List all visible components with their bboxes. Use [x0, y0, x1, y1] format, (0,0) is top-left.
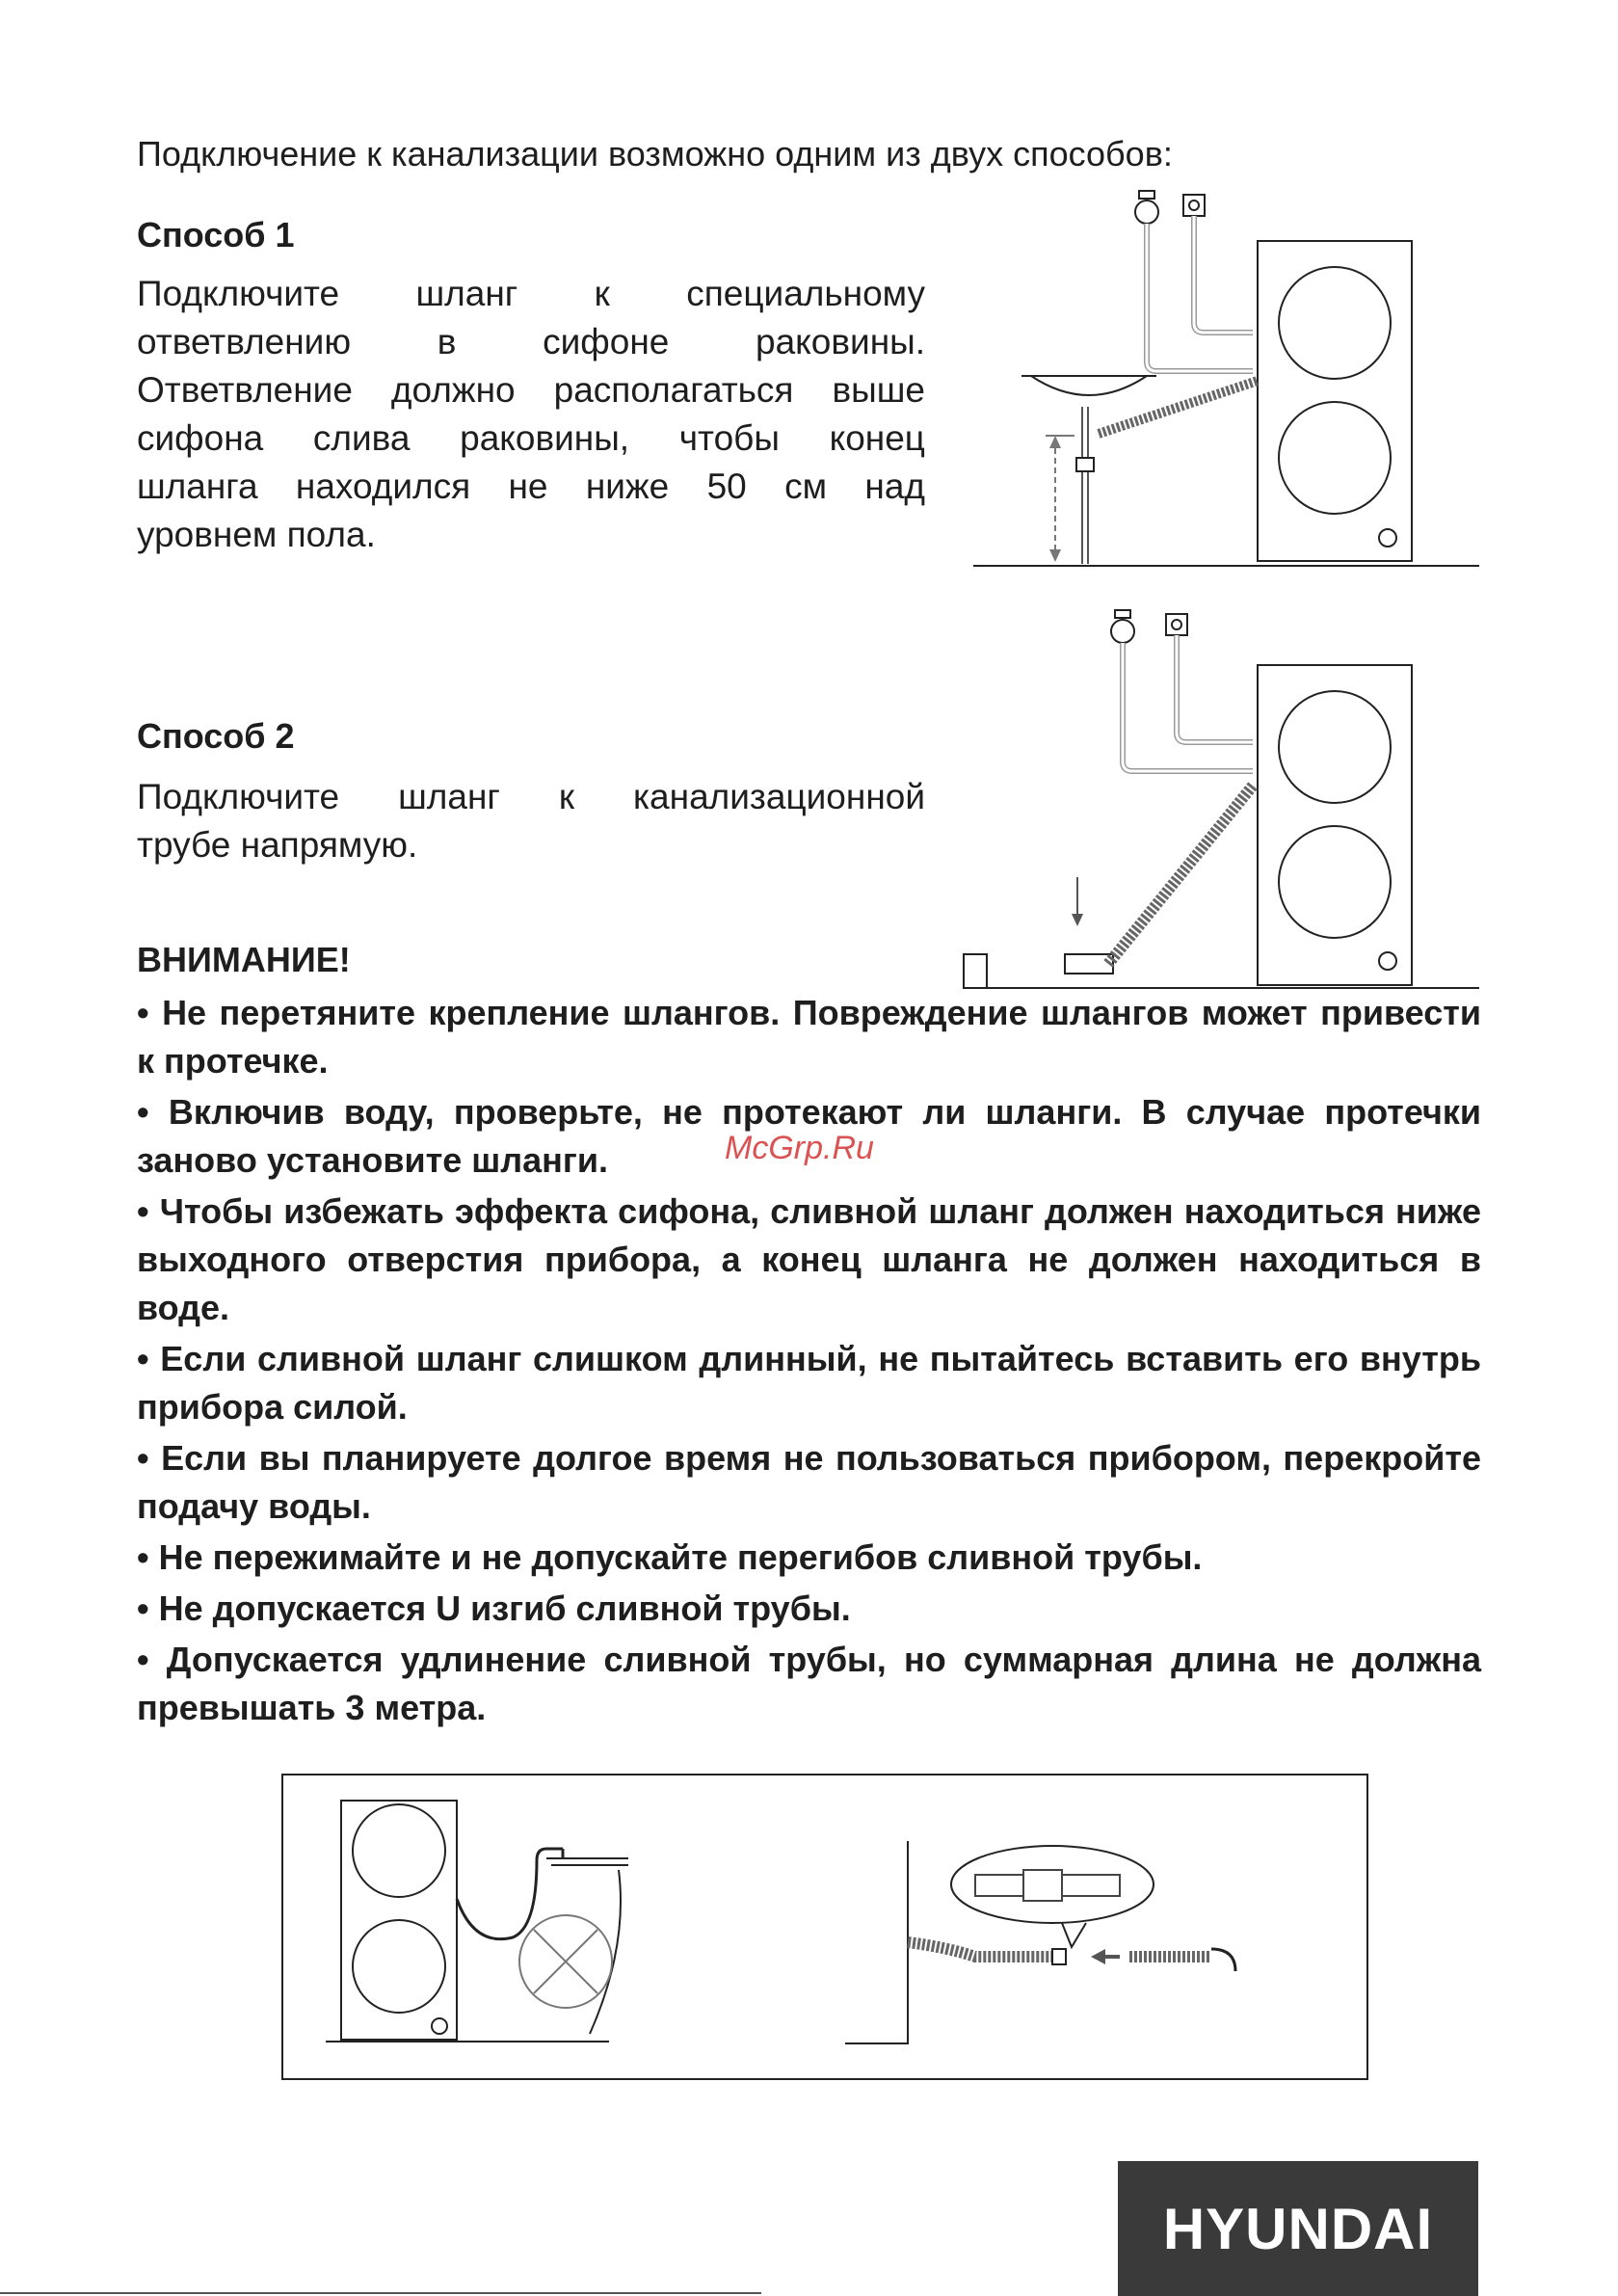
warning-bullet: • Не допускается U изгиб сливной трубы. — [137, 1589, 851, 1628]
method2-title: Способ 2 — [137, 716, 295, 756]
method1-line: шланга находился не ниже 50 см над — [137, 467, 925, 506]
method1-line: уровнем пола. — [137, 515, 376, 554]
method2-line: трубе напрямую. — [137, 825, 418, 865]
diagram-hose-rules — [281, 1774, 1370, 2082]
method1-text — [137, 270, 925, 559]
brand-logo — [1118, 2161, 1478, 2296]
diagram-sink-connection — [964, 183, 1484, 578]
warning-bullet: • Не перетяните крепление шлангов. Повреждение шлангов может привести к протечке. — [137, 993, 1481, 1081]
method1-line: ответвлению в сифоне раковины. — [137, 322, 925, 361]
drum-upper — [1279, 267, 1391, 379]
drum-lower — [1279, 402, 1391, 514]
method1-title: Способ 1 — [137, 215, 295, 254]
warning-bullet: • Допускается удлинение сливной трубы, но суммарная длина не должна превышать 3 метра. — [137, 1640, 1481, 1727]
method1-line: сифона слива раковины, чтобы конец — [137, 418, 925, 458]
method1-line: Ответвление должно располагаться выше — [137, 370, 925, 410]
intro-text: Подключение к канализации возможно одним из двух способов: — [137, 134, 1173, 174]
warning-title: ВНИМАНИЕ! — [137, 940, 351, 979]
warning-bullet: • Если сливной шланг слишком длинный, не пытайтесь вставить его внутрь прибора силой. — [137, 1339, 1481, 1427]
watermark: McGrp.Ru — [725, 1130, 874, 1166]
footer-line — [0, 2292, 761, 2294]
brand-name: HYUNDAI — [1162, 2196, 1434, 2261]
warning-bullet: • Не пережимайте и не допускайте перегибов сливной трубы. — [137, 1537, 1203, 1577]
warning-section — [137, 937, 1481, 1735]
warning-bullet: • Включив воду, проверьте, не протекают ли шланги. В случае протечки заново установите шланги. — [137, 1092, 1481, 1180]
warning-bullet: • Чтобы избежать эффекта сифона, сливной шланг должен находиться ниже выходного отверстия прибора, а конец шланга не должен находиться в воде. — [137, 1191, 1481, 1327]
method1-line: Подключите шланг к специальному — [137, 274, 925, 313]
method2-line: Подключите шланг к канализационной — [137, 777, 925, 816]
warning-bullet: • Если вы планируете долгое время не пользоваться прибором, перекройте подачу воды. — [137, 1438, 1481, 1526]
method2-text — [137, 773, 925, 869]
